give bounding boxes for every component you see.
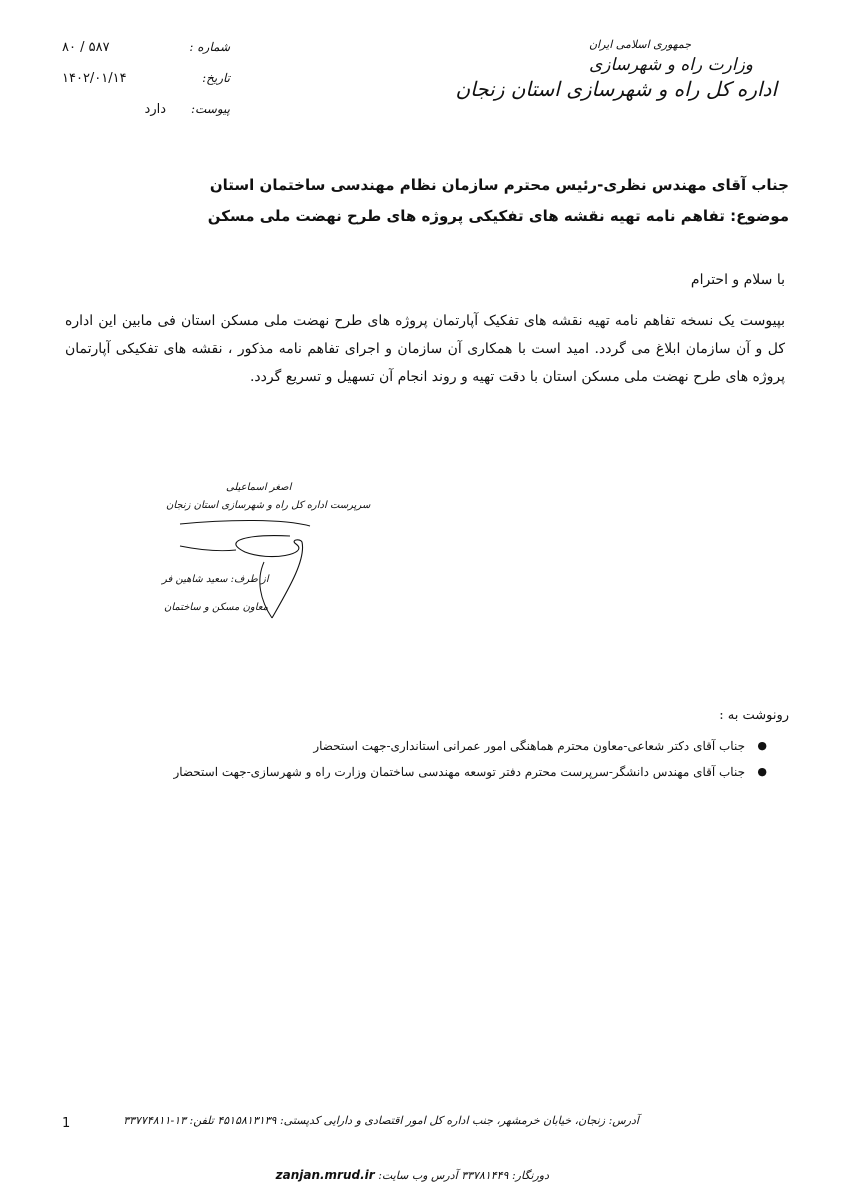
signature-block <box>160 480 371 650</box>
country-name: جمهوری اسلامی ایران <box>588 38 691 51</box>
copies-label: رونوشت به : <box>719 708 789 723</box>
deputy-title: معاون مسکن و ساختمان <box>164 602 268 613</box>
date-value: ۱۴۰۲/۰۱/۱۴ <box>62 71 127 86</box>
signer-title: سرپرست اداره کل راه و شهرسازی استان زنجان <box>166 500 371 511</box>
copy-recipient: جناب آقای دکتر شعاعی-معاون محترم هماهنگی امور عمرانی استانداری-جهت استحضار <box>313 739 745 753</box>
copy-recipient: جناب آقای مهندس دانشگر-سرپرست محترم دفتر توسعه مهندسی ساختمان وزارت راه و شهرسازی-جهت استحضار <box>173 765 745 779</box>
number-label: شماره : <box>189 40 230 54</box>
number-value: ۸۰ / ۵۸۷ <box>62 40 110 55</box>
page-number: 1 <box>62 1116 71 1131</box>
footer-address: آدرس: زنجان، خیابان خرمشهر، جنب اداره کل امور اقتصادی و دارایی کدپستی: ۴۵۱۵۸۱۳۱۳۹ تلفن: ۱۳-۳۳۷۷۴۸۱۱ <box>123 1114 639 1127</box>
subject: موضوع: تفاهم نامه تهیه نقشه های تفکیکی پروژه های طرح نهضت ملی مسکن <box>207 207 789 225</box>
date-label: تاریخ: <box>202 71 230 85</box>
meta-date <box>60 71 230 102</box>
footer-contact <box>276 1168 549 1182</box>
addressee: جناب آقای مهندس نظری-رئیس محترم سازمان نظام مهندسی ساختمان استان <box>209 176 789 194</box>
list-item <box>147 736 767 762</box>
footer-fax: دورنگار: ۳۳۷۸۱۴۴۹ آدرس وب سایت: <box>378 1169 549 1182</box>
attachment-label: پیوست: <box>190 102 230 116</box>
signed-on-behalf: از طرف: سعید شاهین فر <box>162 574 269 585</box>
website-link[interactable]: zanjan.mrud.ir <box>275 1168 375 1182</box>
meta-number <box>60 40 230 71</box>
letter-body: بپیوست یک نسخه تفاهم نامه تهیه نقشه های تفکیک آپارتمان پروژه های طرح نهضت ملی مسکن استان فی مابین این اداره کل و آن سازمان ابلاغ می گردد. امید است با همکاری آن سازمان و اجرای تفاهم نامه مذکور ، نقشه های تفکیکی آپارتمان پروژه های طرح نهضت ملی مسکن استان با دقت تهیه و روند انجام آن تسهیل و تسریع گردد. <box>65 313 785 385</box>
list-item <box>147 762 767 788</box>
greeting: با سلام و احترام <box>690 272 785 288</box>
department-name: اداره کل راه و شهرسازی استان زنجان <box>455 77 777 101</box>
bullet-icon: ● <box>757 739 767 752</box>
meta-attachment <box>60 102 230 133</box>
ministry-name: وزارت راه و شهرسازی <box>588 55 753 75</box>
ministry-header <box>417 38 777 101</box>
signer-name: اصغر اسماعیلی <box>226 482 292 493</box>
attachment-value: دارد <box>144 102 166 117</box>
bullet-icon: ● <box>757 765 767 778</box>
letter-meta <box>60 40 230 133</box>
copies-list <box>147 736 767 788</box>
